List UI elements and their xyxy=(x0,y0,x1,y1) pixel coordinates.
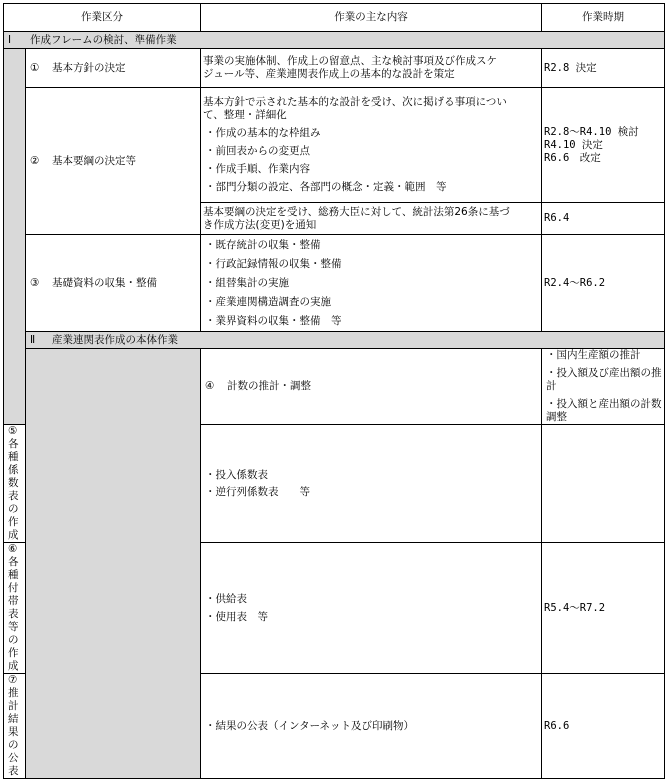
content-bullet: ・使用表 等 xyxy=(205,610,268,623)
period-line: R2.8 決定 xyxy=(544,61,597,74)
table-row xyxy=(4,49,665,88)
item-7 xyxy=(4,674,26,779)
item-number: ② xyxy=(30,154,40,167)
item-3-content xyxy=(201,235,542,332)
schedule-table xyxy=(3,3,665,779)
table-row xyxy=(4,88,665,203)
item-label: 推計結果の公表 xyxy=(8,687,19,777)
content-bullet: ・逆行列係数表 等 xyxy=(205,485,310,498)
content-bullet: ・部門分類の設定、各部門の概念・定義・範囲 等 xyxy=(205,181,447,193)
period-line: R2.8～R4.10 検討 xyxy=(544,125,639,138)
content-bullet: ・結果の公表（インターネット及び印刷物） xyxy=(205,719,415,732)
content-bullet: ・投入額と産出額の計数調整 xyxy=(546,398,662,423)
item-number: ④ xyxy=(205,380,215,392)
content-line: 基本要綱の決定を受け、総務大臣に対して、統計法第26条に基づ xyxy=(203,205,510,218)
item-7-period xyxy=(542,674,665,779)
item-label: 各種付帯表等の作成 xyxy=(8,556,19,672)
item-number: ⑤ xyxy=(8,425,18,437)
content-bullet: ・産業連関構造調査の実施 xyxy=(205,295,331,308)
item-3 xyxy=(26,235,201,332)
item-5-content xyxy=(201,425,542,543)
section-number: Ⅱ xyxy=(30,333,36,346)
section-2 xyxy=(26,332,665,349)
content-bullet: ・国内生産額の推計 xyxy=(546,349,641,361)
content-bullet: ・供給表 xyxy=(205,592,247,605)
item-number: ① xyxy=(30,61,40,74)
header-period: 作業時期 xyxy=(542,4,665,32)
content-bullet: ・作成の基本的な枠組み xyxy=(205,127,321,139)
content-line: て、整理・詳細化 xyxy=(203,109,287,121)
period-line: R6.4 xyxy=(544,212,570,224)
item-2-sub-content xyxy=(201,203,542,235)
item-label: 計数の推計・調整 xyxy=(227,380,311,392)
content-bullet: ・業界資料の収集・整備 等 xyxy=(205,314,342,327)
header-content: 作業の主な内容 xyxy=(201,4,542,32)
content-bullet: ・既存統計の収集・整備 xyxy=(205,238,321,251)
content-line: き作成方法(変更)を通知 xyxy=(203,218,317,231)
section-row xyxy=(4,332,665,349)
period-line: R5.4～R7.2 xyxy=(544,601,606,614)
item-label: 基礎資料の収集・整備 xyxy=(52,276,157,289)
item-1-period xyxy=(542,49,665,88)
section-row xyxy=(4,32,665,49)
section-indent-cell xyxy=(4,49,26,425)
period-line: R6.6 改定 xyxy=(544,151,601,164)
content-bullet: ・組替集計の実施 xyxy=(205,276,289,289)
content-bullet: ・投入係数表 xyxy=(205,468,268,481)
item-1-content xyxy=(201,49,542,88)
item-6 xyxy=(4,543,26,674)
content-bullet: ・作成手順、作業内容 xyxy=(205,163,310,175)
item-6-period xyxy=(542,543,665,674)
item-2-content xyxy=(201,88,542,203)
item-label: 基本要綱の決定等 xyxy=(52,154,136,167)
item-4-content xyxy=(542,349,665,425)
item-1 xyxy=(26,49,201,88)
item-number: ③ xyxy=(30,276,40,289)
content-line: ジュール等、産業連関表作成上の基本的な設計を策定 xyxy=(203,68,455,80)
item-6-content xyxy=(201,543,542,674)
content-line: 事業の実施体制、作成上の留意点、主な検討事項及び作成スケ xyxy=(203,55,497,67)
header-category: 作業区分 xyxy=(4,4,201,32)
item-7-content xyxy=(201,674,542,779)
item-2-sub-period xyxy=(542,203,665,235)
content-line: 基本方針で示された基本的な設計を受け、次に掲げる事項につい xyxy=(203,96,507,108)
section-number: Ⅰ xyxy=(8,33,12,46)
item-4 xyxy=(201,349,542,425)
period-line: R6.6 xyxy=(544,719,570,732)
section-label: 産業連関表作成の本体作業 xyxy=(52,333,178,346)
item-label: 基本方針の決定 xyxy=(52,61,126,74)
item-label: 各種係数表の作成 xyxy=(8,438,19,541)
content-bullet: ・投入額及び産出額の推計 xyxy=(546,367,662,392)
item-5 xyxy=(4,425,26,543)
content-bullet: ・前回表からの変更点 xyxy=(205,145,310,157)
item-number: ⑦ xyxy=(8,674,18,686)
section-indent-cell xyxy=(26,349,201,779)
section-label: 作成フレームの検討、準備作業 xyxy=(30,33,177,46)
section-1 xyxy=(4,32,665,49)
table-row xyxy=(4,349,665,425)
header-row xyxy=(4,4,665,32)
content-bullet: ・行政記録情報の収集・整備 xyxy=(205,257,342,270)
period-line: R2.4～R6.2 xyxy=(544,276,606,289)
item-2-period xyxy=(542,88,665,203)
item-2 xyxy=(26,88,201,235)
item-number: ⑥ xyxy=(8,543,18,555)
table-row xyxy=(4,235,665,332)
period-line: R4.10 決定 xyxy=(544,138,603,151)
item-3-period xyxy=(542,235,665,332)
